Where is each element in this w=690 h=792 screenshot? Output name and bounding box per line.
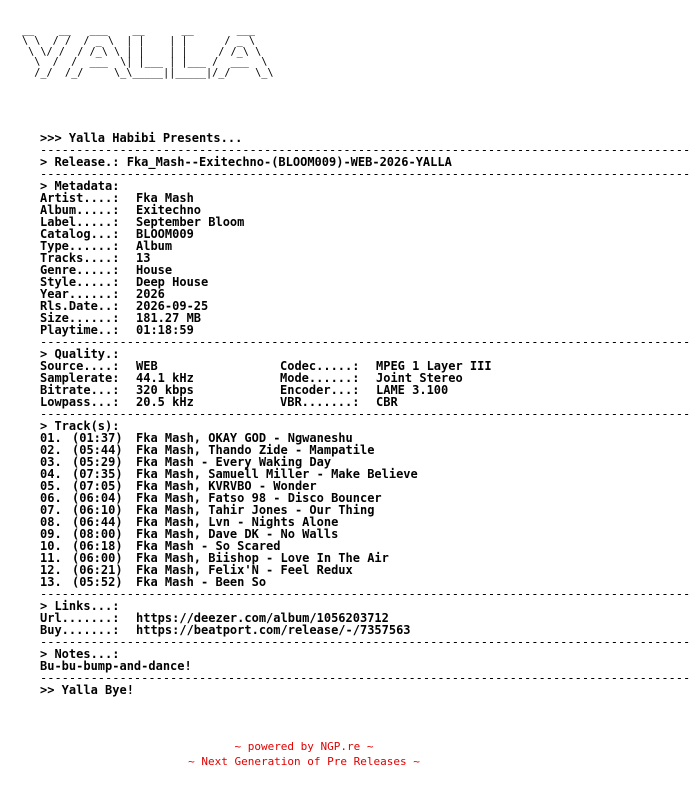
metadata-value: House <box>136 263 173 277</box>
links-heading: > Links...: <box>40 599 120 613</box>
metadata-value: 181.27 MB <box>136 311 202 325</box>
track-duration: (06:10) <box>72 503 123 517</box>
track-duration: (08:00) <box>72 527 123 541</box>
quality-value: 44.1 kHz <box>136 371 194 385</box>
quality-key: Lowpass...: <box>40 395 120 409</box>
quality-value: LAME 3.100 <box>376 383 449 397</box>
metadata-row <box>40 276 600 288</box>
metadata-row <box>40 252 600 264</box>
separator: ------------------------------------------------------------------------------------------ <box>40 143 690 157</box>
metadata-value: Fka Mash <box>136 191 194 205</box>
track-duration: (06:18) <box>72 539 123 553</box>
track-duration: (06:21) <box>72 563 123 577</box>
metadata-row <box>40 204 600 216</box>
metadata-row <box>40 240 600 252</box>
metadata-value: Album <box>136 239 173 253</box>
track-duration: (06:04) <box>72 491 123 505</box>
quality-value: 320 kbps <box>136 383 194 397</box>
outro-line: >> Yalla Bye! <box>40 683 134 697</box>
track-title: Fka Mash - So Scared <box>136 539 281 553</box>
track-title: Fka Mash, Lvn - Nights Alone <box>136 515 339 529</box>
quality-key: Codec.....: <box>280 359 360 373</box>
logo-line: /_/ /_/ \_\_____||_____|/_/ \_\ <box>22 68 274 80</box>
metadata-value: BLOOM009 <box>136 227 194 241</box>
logo-line: \ \ / / / _ \ | | | | / _ \ <box>22 35 262 47</box>
track-duration: (07:05) <box>72 479 123 493</box>
quality-value: WEB <box>136 359 158 373</box>
quality-value: Joint Stereo <box>376 371 463 385</box>
quality-key: Source....: <box>40 359 120 373</box>
metadata-value: 2026-09-25 <box>136 299 209 313</box>
metadata-value: Deep House <box>136 275 209 289</box>
nfo-document <box>40 131 690 697</box>
separator: ------------------------------------------------------------------------------------------ <box>40 167 690 181</box>
quality-heading: > Quality.: <box>40 347 120 361</box>
separator: ------------------------------------------------------------------------------------------ <box>40 587 690 601</box>
tracks-heading: > Track(s): <box>40 419 120 433</box>
track-number: 05. <box>40 479 62 493</box>
metadata-row <box>40 216 600 228</box>
footer-powered-by: ~ powered by NGP.re ~ <box>234 740 374 753</box>
metadata-key: Playtime..: <box>40 323 120 337</box>
intro-line: >>> Yalla Habibi Presents... <box>40 131 243 145</box>
notes-text: Bu-bu-bump-and-dance! <box>40 659 192 673</box>
track-number: 07. <box>40 503 62 517</box>
metadata-row <box>40 312 600 324</box>
track-row <box>40 468 600 480</box>
quality-key: Encoder...: <box>280 383 360 397</box>
track-duration: (05:29) <box>72 455 123 469</box>
metadata-key: Type......: <box>40 239 120 253</box>
metadata-key: Artist....: <box>40 191 120 205</box>
quality-value: 20.5 kHz <box>136 395 194 409</box>
quality-key: Samplerate: <box>40 371 120 385</box>
track-number: 10. <box>40 539 62 553</box>
deezer-url[interactable]: https://deezer.com/album/1056203712 <box>136 611 389 625</box>
link-key: Url.......: <box>40 611 120 625</box>
metadata-key: Album.....: <box>40 203 120 217</box>
quality-key: VBR.......: <box>280 395 360 409</box>
track-number: 13. <box>40 575 62 589</box>
track-title: Fka Mash, Biishop - Love In The Air <box>136 551 389 565</box>
track-title: Fka Mash - Been So <box>136 575 267 589</box>
track-title: Fka Mash, OKAY GOD - Ngwaneshu <box>136 431 353 445</box>
separator: ------------------------------------------------------------------------------------------ <box>40 335 690 349</box>
logo-line: __ __ ___ __ __ ___ <box>22 25 268 36</box>
metadata-key: Style.....: <box>40 275 120 289</box>
metadata-row <box>40 300 600 312</box>
metadata-row <box>40 264 600 276</box>
metadata-value: 2026 <box>136 287 165 301</box>
link-key: Buy.......: <box>40 623 120 637</box>
quality-list <box>40 360 600 408</box>
track-duration: (05:52) <box>72 575 123 589</box>
track-row <box>40 528 600 540</box>
metadata-list <box>40 192 600 336</box>
notes-heading: > Notes...: <box>40 647 120 661</box>
track-number: 06. <box>40 491 62 505</box>
metadata-key: Rls.Date..: <box>40 299 120 313</box>
track-title: Fka Mash, Thando Zide - Mampatile <box>136 443 375 457</box>
release-label: > Release.: <box>40 155 120 169</box>
footer-tagline: ~ Next Generation of Pre Releases ~ <box>188 755 420 768</box>
track-title: Fka Mash - Every Waking Day <box>136 455 332 469</box>
metadata-key: Catalog...: <box>40 227 120 241</box>
track-number: 11. <box>40 551 62 565</box>
track-duration: (07:35) <box>72 467 123 481</box>
metadata-row <box>40 228 600 240</box>
track-row <box>40 564 600 576</box>
metadata-heading: > Metadata: <box>40 179 120 193</box>
track-number: 02. <box>40 443 62 457</box>
metadata-row <box>40 288 600 300</box>
metadata-key: Genre.....: <box>40 263 120 277</box>
track-number: 04. <box>40 467 62 481</box>
metadata-value: 01:18:59 <box>136 323 194 337</box>
metadata-row <box>40 192 600 204</box>
separator: ------------------------------------------------------------------------------------------ <box>40 407 690 421</box>
separator: ------------------------------------------------------------------------------------------ <box>40 671 690 685</box>
logo-line: \ / / ___ \| |___ | |___ / ___ \ <box>22 57 268 69</box>
track-number: 01. <box>40 431 62 445</box>
metadata-key: Tracks....: <box>40 251 120 265</box>
metadata-value: 13 <box>136 251 151 265</box>
metadata-value: September Bloom <box>136 215 245 229</box>
quality-key: Bitrate...: <box>40 383 120 397</box>
quality-value: MPEG 1 Layer III <box>376 359 492 373</box>
track-title: Fka Mash, Dave DK - No Walls <box>136 527 339 541</box>
track-duration: (06:44) <box>72 515 123 529</box>
track-list <box>40 432 600 588</box>
track-number: 12. <box>40 563 62 577</box>
yalla-ascii-logo <box>22 26 273 80</box>
metadata-value: Exitechno <box>136 203 202 217</box>
metadata-key: Year......: <box>40 287 120 301</box>
metadata-key: Size......: <box>40 311 120 325</box>
separator: ------------------------------------------------------------------------------------------ <box>40 635 690 649</box>
track-number: 08. <box>40 515 62 529</box>
track-title: Fka Mash, Felix'N - Feel Redux <box>136 563 353 577</box>
track-number: 09. <box>40 527 62 541</box>
track-duration: (01:37) <box>72 431 123 445</box>
track-number: 03. <box>40 455 62 469</box>
track-title: Fka Mash, Tahir Jones - Our Thing <box>136 503 375 517</box>
quality-key: Mode......: <box>280 371 360 385</box>
beatport-url[interactable]: https://beatport.com/release/-/7357563 <box>136 623 411 637</box>
track-duration: (05:44) <box>72 443 123 457</box>
quality-value: CBR <box>376 395 398 409</box>
track-title: Fka Mash, Samuell Miller - Make Believe <box>136 467 418 481</box>
metadata-key: Label.....: <box>40 215 120 229</box>
logo-line: \ \/ / / /_\ \ | | | | / /_\ \ <box>22 46 262 58</box>
track-duration: (06:00) <box>72 551 123 565</box>
track-title: Fka Mash, Fatso 98 - Disco Bouncer <box>136 491 382 505</box>
track-title: Fka Mash, KVRVBO - Wonder <box>136 479 317 493</box>
release-name: Fka_Mash--Exitechno-(BLOOM009)-WEB-2026-YALLA <box>126 155 452 169</box>
